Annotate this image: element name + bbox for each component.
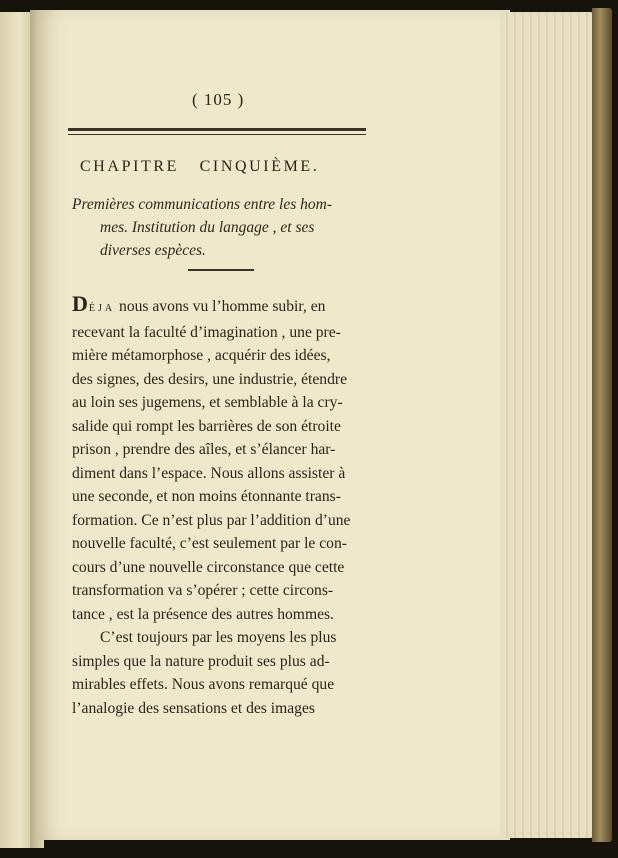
text-line: l’analogie des sensations et des images — [72, 699, 315, 717]
text-line: des signes, des desirs, une industrie, étendre — [72, 370, 347, 388]
header-rule-thick — [68, 128, 366, 131]
text-line: nouvelle faculté, c’est seulement par le con- — [72, 535, 347, 552]
page-number: ( 105 ) — [192, 90, 245, 109]
first-line — [72, 292, 372, 321]
first-line-text: nous avons vu l’homme subir, en — [115, 298, 326, 315]
text-line: mière métamorphose , acquérir des idées, — [72, 347, 331, 364]
book-cover-board — [592, 8, 612, 842]
text-line: formation. Ce n’est plus par l’addition d’une — [72, 511, 351, 529]
text-line: transformation va s’opérer ; cette circons- — [72, 582, 334, 599]
text-line: C’est toujours par les moyens les plus — [100, 629, 337, 646]
text-line: simples que la nature produit ses plus ad- — [72, 652, 330, 670]
body-text — [72, 292, 372, 720]
text-line: recevant la faculté d’imagination , une pre- — [72, 323, 341, 341]
header-rule-thin — [68, 134, 366, 135]
subtitle-line: mes. Institution du langage , et ses — [100, 219, 315, 236]
text-line: diment dans l’espace. Nous allons assister à — [72, 464, 346, 482]
text-line: au loin ses jugemens, et semblable à la cry- — [72, 394, 343, 411]
text-line: mirables effets. Nous avons remarqué que — [72, 676, 335, 693]
page-edges — [500, 12, 596, 838]
chapter-title: CHAPITRE CINQUIÈME. — [80, 158, 320, 175]
subtitle-line: Premières communications entre les hom- — [72, 196, 332, 213]
text-line: une seconde, et non moins étonnante trans- — [72, 488, 341, 505]
dropcap: D — [72, 291, 89, 316]
section-divider — [188, 269, 254, 271]
text-line: prison , prendre des aîles, et s’élancer har- — [72, 441, 336, 458]
smallcaps-word: ÉJA — [88, 303, 116, 314]
text-line: cours d’une nouvelle circonstance que cette — [72, 558, 345, 576]
subtitle-line: diverses espèces. — [100, 242, 206, 259]
chapter-subtitle — [72, 193, 370, 262]
text-line: tance , est la présence des autres hommes. — [72, 605, 334, 623]
text-line: salide qui rompt les barrières de son étroite — [72, 417, 341, 435]
